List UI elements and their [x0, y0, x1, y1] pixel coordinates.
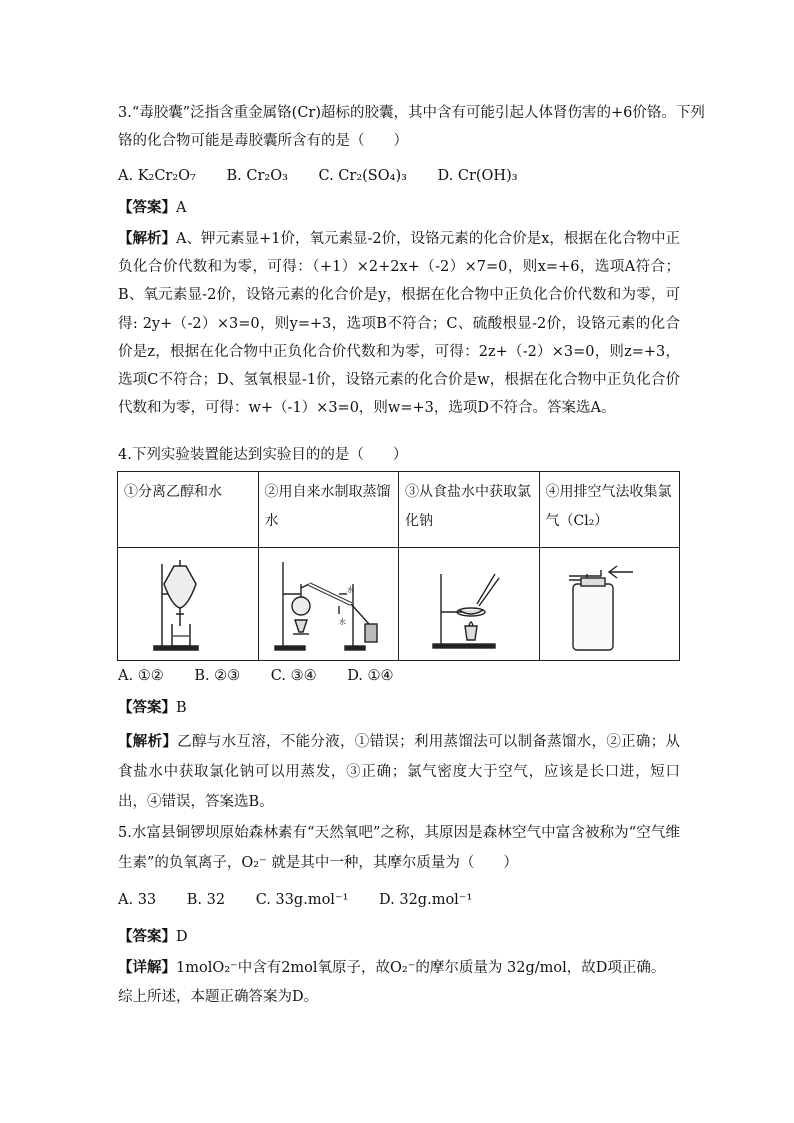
q3-options	[118, 166, 544, 186]
q3-option-a: A. K₂Cr₂O₇	[118, 168, 196, 184]
q3-analysis	[118, 225, 680, 422]
q4-cell-4-text: ④用排空气法收集氯气（Cl₂）	[539, 472, 680, 548]
q4-analysis-text: 乙醇与水互溶，不能分液，①错误；利用蒸馏法可以制备蒸馏水，②正确；从食盐水中获取氯化钠可以用蒸发，③正确；氯气密度大于空气，应该是长口进，短口出，④错误，答案选B。	[118, 734, 681, 810]
q3-stem-line2: 铬的化合物可能是毒胶囊所含有的是（ ）	[118, 133, 408, 149]
q4-analysis	[118, 727, 680, 817]
q5-summary: 综上所述，本题正确答案为D。	[118, 989, 319, 1005]
q5-detail	[118, 958, 665, 978]
q4-cell-1-image	[118, 548, 259, 661]
q4-cell-2-text: ②用自来水制取蒸馏水	[258, 472, 399, 548]
q4-analysis-label: 【解析】	[118, 733, 178, 750]
q3-answer-label: 【答案】	[118, 199, 176, 216]
q5-option-a: A. 33	[118, 892, 157, 908]
q4-option-a: A. ①②	[118, 668, 164, 684]
q4-cell-1-text: ①分离乙醇和水	[118, 472, 259, 548]
distillation-water-label-in: 水	[347, 586, 355, 595]
q4-cell-2-image	[258, 548, 399, 661]
q5-option-d: D. 32g.mol⁻¹	[379, 892, 473, 908]
q4-answer	[118, 698, 187, 718]
q3-analysis-label: 【解析】	[118, 230, 177, 247]
q4-options	[118, 666, 420, 686]
q4-option-b: B. ②③	[194, 668, 241, 684]
q5-option-c: C. 33g.mol⁻¹	[255, 892, 349, 908]
q3-option-b: B. Cr₂O₃	[226, 168, 288, 184]
q4-cell-4-image	[539, 548, 680, 661]
q5-options	[118, 890, 498, 910]
q3-analysis-text: A、钾元素显+1价，氧元素显-2价，设铬元素的化合价是x，根据在化合物中正负化合价代数和为零，可得：（+1）×2+2x+（-2）×7=0，则x=+6，选项A符合；B、氧元素显-2价，设铬元素的化合价是y，根据在化合物中正负化合价代数和为零，可得: 2y+（-2）×3=0，则y=+3，选项B不符合；C、硫酸根显-2价，设铬元素的化合价是z，根据在化合物中正负化合价代数和为零，可得：2z+（-2）×3=0，则z=+3，选项C不符合；D、氢氧根显-1价，设铬元素的化合价是w，根据在化合物中正负化合价代数和为零，可得：w+（-1）×3=0，则w=+3，选项D不符合。答案选A。	[118, 231, 681, 417]
q4-apparatus-table	[117, 471, 680, 661]
q5-detail-label: 【详解】	[118, 959, 176, 976]
q4-stem: 4.下列实验装置能达到实验目的的是（ ）	[118, 447, 408, 463]
q3-answer	[118, 198, 186, 218]
q4-cell-3-image	[399, 548, 540, 661]
evaporation-apparatus-icon	[429, 554, 509, 654]
q5-answer	[118, 927, 188, 947]
q4-answer-value: B	[176, 700, 187, 716]
q3-answer-value: A	[176, 200, 187, 216]
q3-stem-line1: 3.“毒胶囊”泛指含重金属铬(Cr)超标的胶囊，其中含有可能引起人体肾伤害的+6价铬。下列	[118, 105, 705, 121]
q4-cell-3-text: ③从食盐水中获取氯化钠	[399, 472, 540, 548]
q5-stem: 5.水富县铜锣坝原始森林素有“天然氧吧”之称，其原因是森林空气中富含被称为“空气维生素”的负氧离子，O₂⁻ 就是其中一种，其摩尔质量为（ ）	[118, 825, 680, 871]
q5-answer-label: 【答案】	[118, 928, 176, 945]
distillation-apparatus-icon	[273, 554, 383, 654]
q5-option-b: B. 32	[186, 892, 226, 908]
distillation-water-label-out: 水	[339, 618, 347, 627]
q5-answer-value: D	[176, 929, 188, 945]
separatory-funnel-icon	[148, 554, 228, 654]
q4-option-c: C. ③④	[270, 668, 317, 684]
q5-detail-text: 1molO₂⁻中含有2mol氧原子，故O₂⁻的摩尔质量为 32g/mol，故D项正确。	[176, 960, 666, 976]
q3-option-c: C. Cr₂(SO₄)₃	[318, 168, 407, 184]
q3-option-d: D. Cr(OH)₃	[437, 168, 518, 184]
gas-collection-bottle-icon	[559, 554, 659, 654]
q4-option-d: D. ①④	[347, 668, 394, 684]
q4-answer-label: 【答案】	[118, 699, 176, 716]
